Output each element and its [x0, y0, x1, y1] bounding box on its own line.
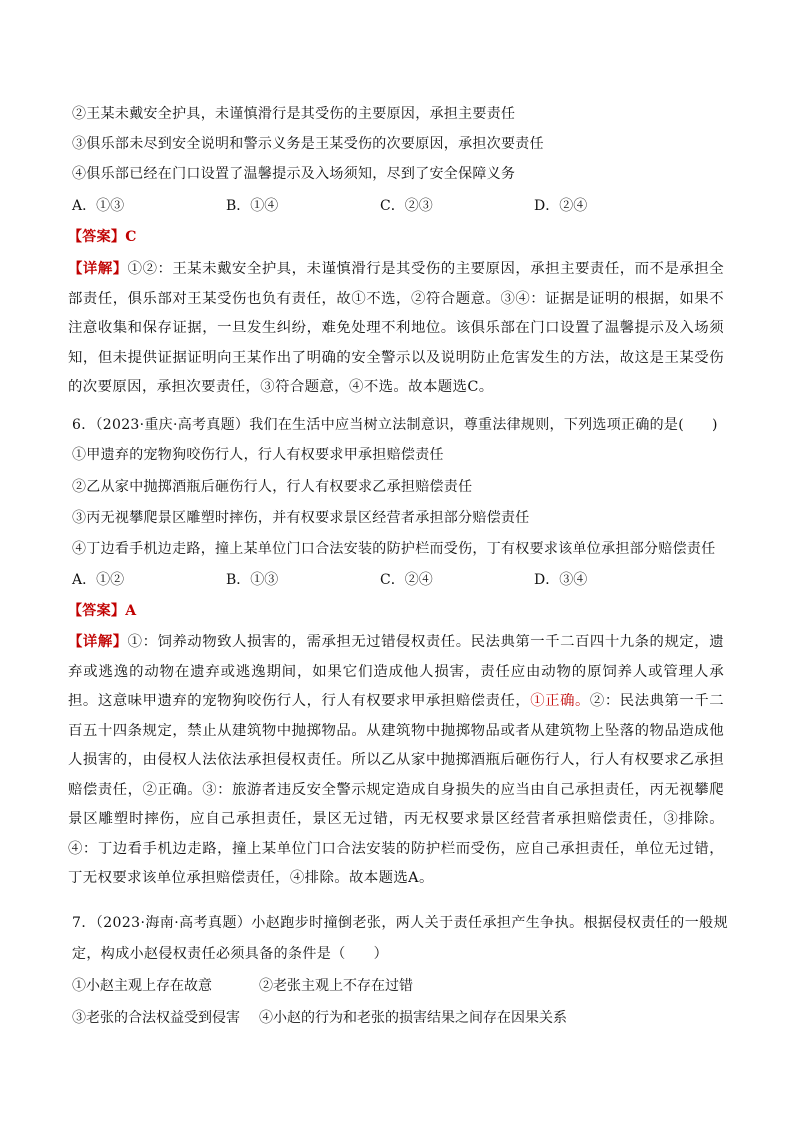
q5-options — [72, 196, 732, 216]
detail-tag: 【详解】 — [68, 260, 128, 277]
q7-statement-1: ①小赵主观上存在故意 — [72, 978, 212, 994]
q7-statements-row-1 — [72, 976, 732, 996]
q5-statement-3: ③俱乐部未尽到安全说明和警示义务是王某受伤的次要原因，承担次要责任 — [72, 136, 544, 152]
q5-answer — [68, 227, 137, 247]
q7-statements-row-2 — [72, 1008, 732, 1028]
q6-detail-text-b: ②：民法典第一千二百五十四条规定，禁止从建筑物中抛掷物品。从建筑物中抛掷物品或者从建筑物上坠落的物品造成他人损害的，由侵权人法依法承担侵权责任。所以乙从家中抛掷酒瓶后砸伤行人，行人有权要求乙承担赔偿责任，②正确。③：旅游者违反安全警示规定造成自身损失的应当由自己承担责任，丙无视攀爬景区雕塑时摔伤，应自己承担责任，景区无过错，丙无权要求景区经营者承担赔偿责任，③排除。④：丁边看手机边走路，撞上某单位门口合法安装的防护栏而受伤，应自己承担责任，单位无过错，丁无权要求该单位承担赔偿责任，④排除。故本题选A。 — [68, 693, 725, 886]
q6-statement-1: ①甲遗弃的宠物狗咬伤行人，行人有权要求甲承担赔偿责任 — [72, 447, 444, 463]
q5-option-d: D．②④ — [534, 198, 588, 214]
q6-statement-2: ②乙从家中抛掷酒瓶后砸伤行人，行人有权要求乙承担赔偿责任 — [72, 479, 473, 495]
q6-answer — [68, 601, 136, 621]
q5-detail-text: ①②：王某未戴安全护具，未谨慎滑行是其受伤的主要原因，承担主要责任，而不是承担全部责任，俱乐部对王某受伤也负有责任，故①不选，②符合题意。③④：证据是证明的根据，如果不注意收集和保存证据，一旦发生纠纷，难免处理不利地位。该俱乐部在门口设置了温馨提示及入场须知，但未提供证据证明向王某作出了明确的安全警示以及说明防止危害发生的方法，故这是王某受伤的次要原因，承担次要责任，③符合题意，④不选。故本题选C。 — [68, 261, 724, 395]
q6-stem-paren: ) — [712, 417, 718, 433]
answer-value: C — [125, 229, 137, 245]
q6-statement-4: ④丁边看手机边走路，撞上某单位门口合法安装的防护栏而受伤，丁有权要求该单位承担部分赔偿责任 — [72, 541, 716, 557]
q6-stem-text: 6．（2023·重庆·高考真题）我们在生活中应当树立法制意识，尊重法律规则，下列选项正确的是( — [72, 417, 684, 433]
q6-option-a: A．①② — [72, 572, 125, 588]
detail-tag: 【详解】 — [68, 633, 128, 650]
q7-stem-text: 7．（2023·海南·高考真题）小赵跑步时撞倒老张，两人关于责任承担产生争执。根据侵权责任的一般规定，构成小赵侵权责任必须具备的条件是（ — [72, 915, 728, 962]
answer-value: A — [125, 603, 137, 619]
q5-statement-4: ④俱乐部已经在门口设置了温馨提示及入场须知，尽到了安全保障义务 — [72, 166, 516, 182]
q5-statement-2: ②王某未戴安全护具，未谨慎滑行是其受伤的主要原因，承担主要责任 — [72, 106, 516, 122]
q6-stem — [72, 415, 718, 435]
q6-option-c: C．②④ — [380, 572, 433, 588]
q6-option-d: D．③④ — [534, 572, 588, 588]
q7-statement-4: ④小赵的行为和老张的损害结果之间存在因果关系 — [259, 1010, 567, 1026]
q6-option-b: B．①③ — [226, 572, 279, 588]
answer-tag: 【答案】 — [68, 603, 126, 619]
q5-option-b: B．①④ — [226, 198, 279, 214]
q7-statement-3: ③老张的合法权益受到侵害 — [72, 1010, 240, 1026]
q5-option-c: C．②③ — [380, 198, 433, 214]
q5-detail — [68, 254, 724, 403]
q7-stem — [72, 908, 728, 970]
q5-option-a: A．①③ — [72, 198, 125, 214]
q7-stem-paren: ） — [373, 946, 389, 962]
q6-statement-3: ③丙无视攀爬景区雕塑时摔伤，并有权要求景区经营者承担部分赔偿责任 — [72, 510, 530, 526]
answer-tag: 【答案】 — [68, 229, 126, 245]
q6-detail — [68, 627, 724, 894]
q7-statement-2: ②老张主观上不存在过错 — [259, 978, 413, 994]
q6-detail-text-a: ①：饲养动物致人损害的，需承担无过错侵权责任。民法典第一千二百四十九条的规定，遗弃或逃逸的动物在遗弃或逃逸期间，如果它们造成他人损害，责任应由动物的原饲养人或管理人承担。这意味甲遗弃的宠物狗咬伤行人，行人有权要求甲承担赔偿责任， — [68, 634, 724, 709]
q6-detail-correct-1: ①正确。 — [530, 693, 590, 709]
q6-options — [72, 570, 732, 590]
